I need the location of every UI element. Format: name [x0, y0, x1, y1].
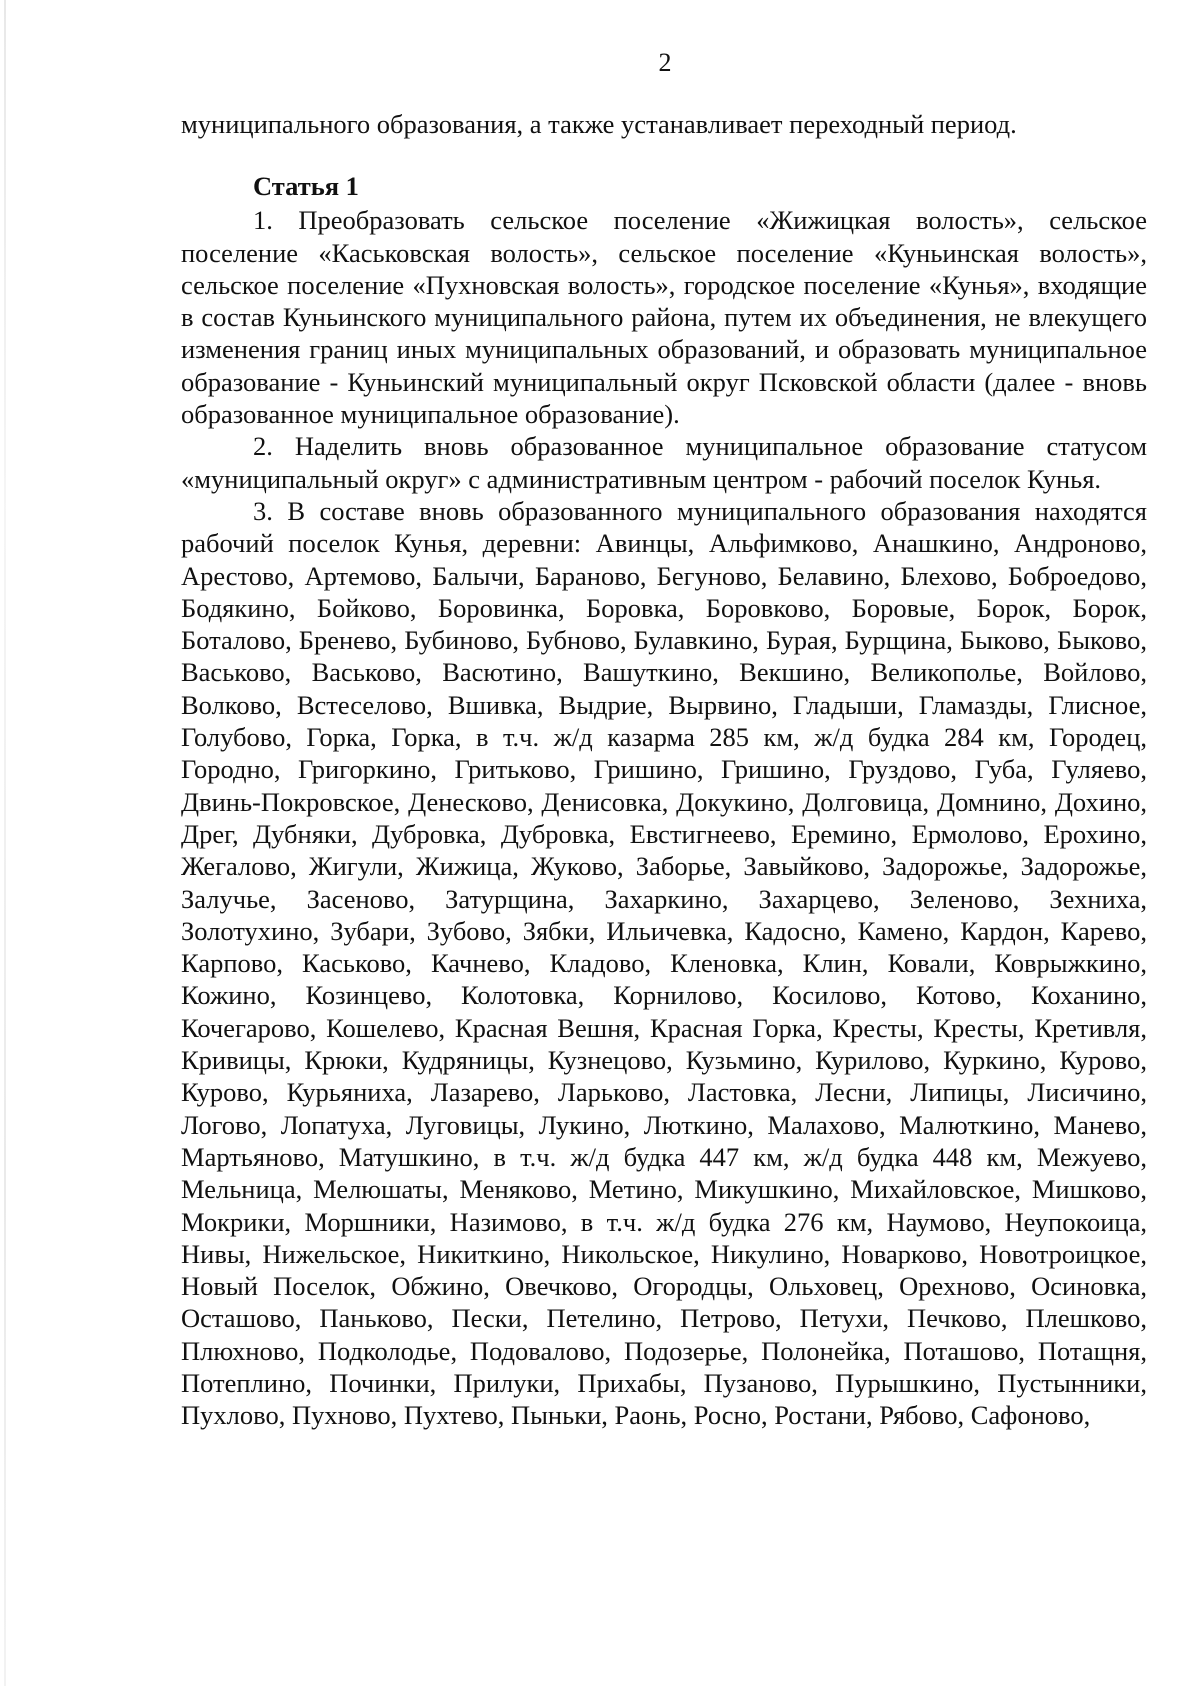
scan-edge — [4, 0, 6, 1686]
paragraph-item-2: 2. Наделить вновь образованное муниципальное образование статусом «муниципальный округ» с административным центром - рабочий поселок Кунья. — [181, 431, 1147, 494]
lead-paragraph: муниципального образования, а также устанавливает переходный период. — [181, 109, 1017, 139]
document-body — [181, 108, 1147, 1432]
paragraph-item-1: 1. Преобразовать сельское поселение «Жижицкая волость», сельское поселение «Каськовская волость», сельское поселение «Куньинская волость», сельское поселение «Пухновская волость», городское поселение «Кунья», входящие в состав Куньинского муниципального района, путем их объединения, не влекущего изменения границ иных муниципальных образований, и образовать муниципальное образование - Куньинский муниципальный округ Псковской области (далее - вновь образованное муниципальное образование). — [181, 205, 1147, 430]
article-heading: Статья 1 — [253, 171, 359, 202]
paragraph-item-3: 3. В составе вновь образованного муниципального образования находятся рабочий поселок Кунья, деревни: Авинцы, Альфимково, Анашкино, Андроново, Арестово, Артемово, Балычи, Бараново, Бегуново, Белавино, Блехово, Боброедово, Бодякино, Бойково, Боровинка, Боровка, Боровково, Боровые, Борок, Борок, Боталово, Бренево, Бубиново, Бубново, Булавкино, Бурая, Бурщина, Быково, Быково, Васьково, Васьково, Васютино, Вашуткино, Векшино, Великополье, Войлово, Волково, Встеселово, Вшивка, Выдрие, Вырвино, Гладыши, Гламазды, Глисное, Голубово, Горка, Горка, в т.ч. ж/д казарма 285 км, ж/д будка 284 км, Городец, Городно, Григоркино, Гритьково, Гришино, Гришино, Груздово, Губа, Гуляево, Двинь-Покровское, Денесково, Денисовка, Докукино, Долговица, Домнино, Дохино, Дрег, Дубняки, Дубровка, Дубровка, Евстигнеево, Еремино, Ермолово, Ерохино, Жегалово, Жигули, Жижица, Жуково, Заборье, Завыйково, Задорожье, Задорожье, Залучье, Засеново, Затурщина, Захаркино, Захарцево, Зеленово, Зехниха, Золотухино, Зубари, Зубово, Зябки, Ильичевка, Кадосно, Камено, Кардон, Карево, Карпово, Каськово, Качнево, Кладово, Кленовка, Клин, Ковали, Коврыжкино, Кожино, Козинцево, Колотовка, Корнилово, Косилово, Котово, Коханино, Кочегарово, Кошелево, Красная Вешня, Красная Горка, Кресты, Кресты, Кретивля, Кривицы, Крюки, Кудряницы, Кузнецово, Кузьмино, Курилово, Куркино, Курово, Курово, Курьяниха, Лазарево, Ларьково, Ластовка, Лесни, Липицы, Лисичино, Логово, Лопатуха, Луговицы, Лукино, Люткино, Малахово, Малюткино, Манево, Мартьяново, Матушкино, в т.ч. ж/д будка 447 км, ж/д будка 448 км, Межуево, Мельница, Мелюшаты, Меняково, Метино, Микушкино, Михайловское, Мишково, Мокрики, Моршники, Назимово, в т.ч. ж/д будка 276 км, Наумово, Неупокоица, Нивы, Нижельское, Никиткино, Никольское, Никулино, Новарково, Новотроицкое, Новый Поселок, Обжино, Овечково, Огородцы, Ольховец, Орехново, Осиновка, Осташово, Паньково, Пески, Петелино, Петрово, Петухи, Печково, Плешково, Плюхново, Подколодье, Подовалово, Подозерье, Полонейка, Поташово, Потащня, Потеплино, Починки, Прилуки, Прихабы, Пузаново, Пурышкино, Пустынники, Пухлово, Пухново, Пухтево, Пыньки, Раонь, Росно, Ростани, Рябово, Сафоново, — [181, 495, 1147, 1431]
page-number: 2 — [658, 48, 672, 77]
